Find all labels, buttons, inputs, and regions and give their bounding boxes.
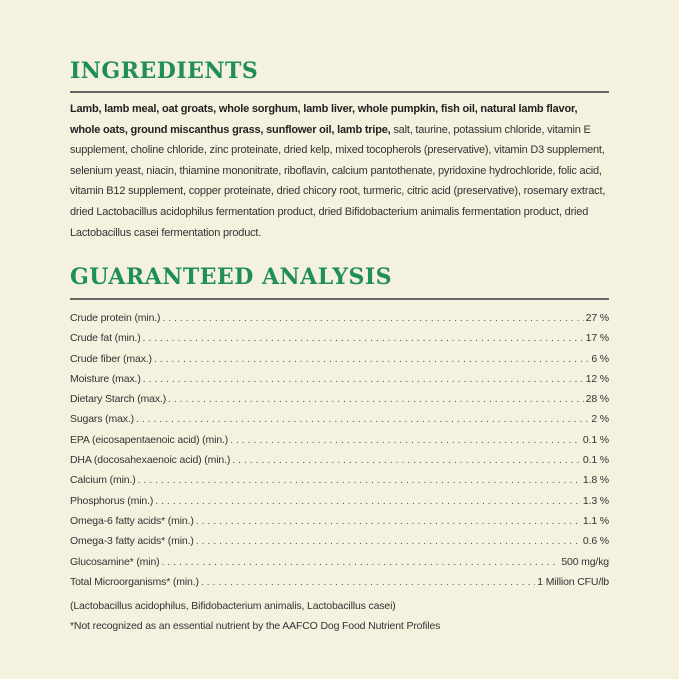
- ingredients-primary: Lamb, lamb meal, oat groats, whole sorghum, lamb liver, whole pumpkin, fish oil, natural lamb flavor, whole oats, ground miscanthus grass, sunflower oil, lamb tripe,: [70, 103, 578, 136]
- leader-dots: [143, 332, 584, 344]
- analysis-row-label: EPA (eicosapentaenoic acid) (min.): [70, 433, 229, 446]
- analysis-row-label: Total Microorganisms* (min.): [70, 575, 199, 588]
- leader-dots: [230, 434, 581, 446]
- analysis-row: [70, 373, 609, 393]
- analysis-row-label: Moisture (max.): [70, 372, 141, 385]
- analysis-row-value: 12 %: [585, 372, 609, 385]
- leader-dots: [196, 535, 581, 547]
- leader-dots: [155, 495, 581, 507]
- analysis-row: [70, 495, 609, 515]
- leader-dots: [154, 353, 589, 365]
- analysis-row-value: 17 %: [585, 332, 609, 345]
- analysis-row-value: 500 mg/kg: [561, 555, 609, 568]
- analysis-heading: GUARANTEED ANALYSIS: [70, 264, 393, 290]
- analysis-row: [70, 353, 609, 373]
- leader-dots: [162, 312, 583, 324]
- leader-dots: [168, 393, 584, 405]
- leader-dots: [196, 515, 581, 527]
- analysis-row-value: 1.3 %: [582, 494, 609, 507]
- leader-dots: [201, 576, 535, 588]
- leader-dots: [232, 454, 581, 466]
- analysis-row: [70, 413, 609, 433]
- analysis-row: [70, 332, 609, 352]
- analysis-row-value: 0.1 %: [582, 454, 609, 467]
- analysis-row-label: Omega-6 fatty acids* (min.): [70, 514, 194, 527]
- leader-dots: [143, 373, 584, 385]
- analysis-row-value: 0.6 %: [582, 535, 609, 548]
- analysis-row: [70, 393, 609, 413]
- analysis-rows: [70, 312, 609, 596]
- analysis-row: [70, 535, 609, 555]
- ingredients-secondary: salt, taurine, potassium chloride, vitamin E supplement, choline chloride, zinc proteinate, dried kelp, mixed tocopherols (preservative), vitamin D3 supplement, selenium yeast, niacin, thiamine mononitrate, riboflavin, calcium pantothenate, pyridoxine hydrochloride, folic acid, vitamin B12 supplement, copper proteinate, dried chicory root, turmeric, citric acid (preservative), rosemary extract, dried Lactobacillus acidophilus fermentation product, dried Bifidobacterium animalis fermentation product, dried Lactobacillus casei fermentation product.: [70, 123, 606, 239]
- analysis-row-label: Calcium (min.): [70, 474, 136, 487]
- analysis-row-label: Phosphorus (min.): [70, 494, 154, 507]
- aafco-footnote: *Not recognized as an essential nutrient by the AAFCO Dog Food Nutrient Profiles: [70, 620, 441, 633]
- analysis-row-label: Crude fiber (max.): [70, 352, 152, 365]
- analysis-row: [70, 454, 609, 474]
- ingredients-heading: INGREDIENTS: [70, 58, 259, 84]
- analysis-row: [70, 474, 609, 494]
- analysis-row-value: 28 %: [585, 393, 609, 406]
- microorganisms-note: (Lactobacillus acidophilus, Bifidobacterium animalis, Lactobacillus casei): [70, 600, 396, 613]
- analysis-row-label: Dietary Starch (max.): [70, 393, 167, 406]
- analysis-table: [70, 312, 609, 637]
- analysis-row-label: Crude protein (min.): [70, 312, 161, 324]
- analysis-row-label: Omega-3 fatty acids* (min.): [70, 535, 194, 548]
- analysis-row: [70, 312, 609, 332]
- analysis-row-value: 0.1 %: [582, 433, 609, 446]
- ingredients-list: [70, 99, 609, 243]
- analysis-row-label: Glucosamine* (min): [70, 555, 160, 568]
- analysis-row: [70, 434, 609, 454]
- ingredients-divider: [70, 91, 609, 93]
- leader-dots: [138, 474, 581, 486]
- analysis-row-value: 6 %: [591, 352, 609, 365]
- analysis-row: [70, 556, 609, 576]
- analysis-row-label: Sugars (max.): [70, 413, 134, 426]
- analysis-row: [70, 576, 609, 596]
- analysis-row-value: 2 %: [591, 413, 609, 426]
- analysis-row-value: 1.1 %: [582, 514, 609, 527]
- analysis-row: [70, 515, 609, 535]
- analysis-row-value: 27 %: [585, 312, 609, 324]
- analysis-row-value: 1.8 %: [582, 474, 609, 487]
- leader-dots: [162, 556, 560, 568]
- leader-dots: [136, 413, 589, 425]
- analysis-row-label: Crude fat (min.): [70, 332, 141, 345]
- analysis-divider: [70, 298, 609, 300]
- analysis-row-label: DHA (docosahexaenoic acid) (min.): [70, 454, 231, 467]
- analysis-row-value: 1 Million CFU/lb: [537, 575, 609, 588]
